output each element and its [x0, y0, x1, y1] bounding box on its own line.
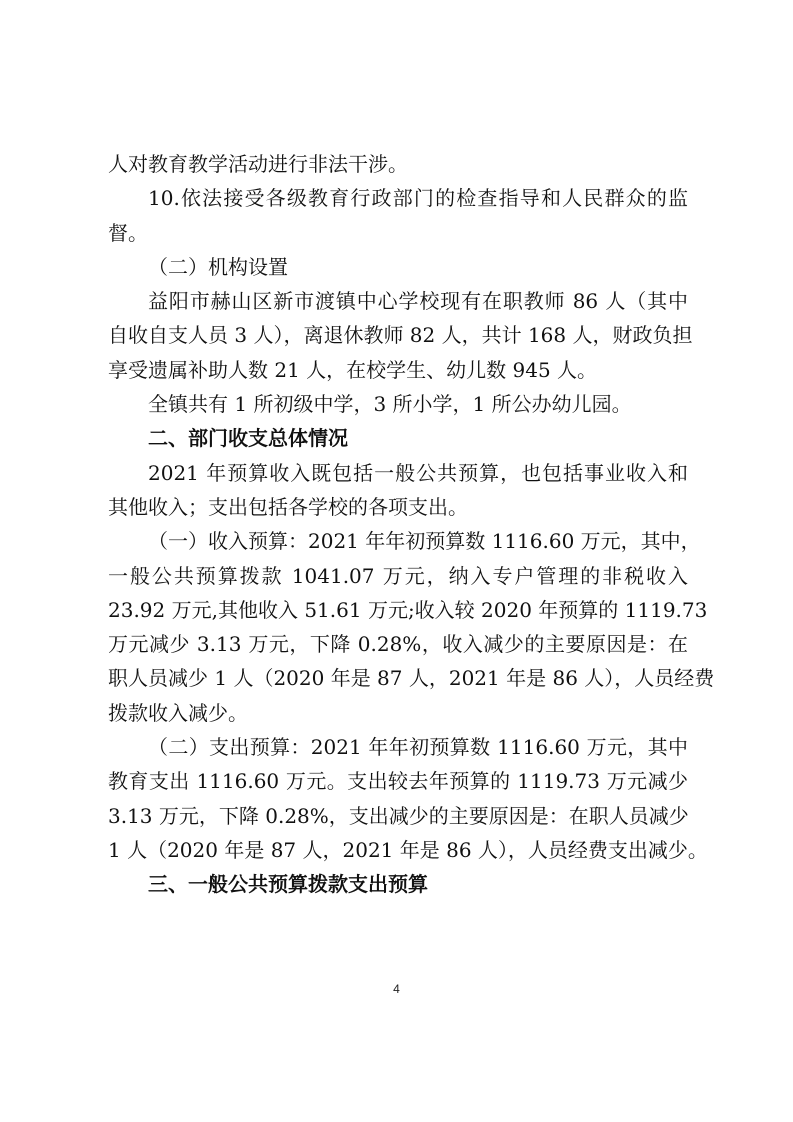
text-line: 10.依法接受各级教育行政部门的检查指导和人民群众的监	[148, 186, 688, 211]
text-line: 享受遗属补助人数 21 人，在校学生、幼儿数 945 人。	[108, 357, 598, 382]
text-line: 职人员减少 1 人（2020 年是 87 人，2021 年是 86 人），人员经费	[108, 666, 715, 691]
section-heading: 二、部门收支总体情况	[148, 426, 348, 451]
text-line: 1 人（2020 年是 87 人，2021 年是 86 人），人员经费支出减少。	[108, 837, 708, 862]
section-subheading: （二）机构设置	[148, 254, 288, 279]
text-line: 自收自支人员 3 人），离退休教师 82 人，共计 168 人，财政负担	[108, 323, 693, 348]
page-number: 4	[393, 982, 400, 996]
text-line: 益阳市赫山区新市渡镇中心学校现有在职教师 86 人（其中	[148, 289, 688, 314]
text-line: 23.92 万元,其他收入 51.61 万元;收入较 2020 年预算的 1119.73	[108, 597, 708, 622]
text-line: 教育支出 1116.60 万元。支出较去年预算的 1119.73 万元减少	[108, 769, 688, 794]
text-line: 全镇共有 1 所初级中学，3 所小学，1 所公办幼儿园。	[148, 392, 632, 417]
text-line: 2021 年预算收入既包括一般公共预算，也包括事业收入和	[148, 460, 688, 485]
text-line: 万元减少 3.13 万元，下降 0.28%，收入减少的主要原因是：在	[108, 632, 688, 657]
text-line: （二）支出预算：2021 年年初预算数 1116.60 万元，其中	[148, 735, 688, 760]
body-text	[108, 147, 715, 902]
text-line: （一）收入预算：2021 年年初预算数 1116.60 万元，其中，	[148, 529, 701, 554]
section-heading: 三、一般公共预算拨款支出预算	[148, 872, 428, 897]
text-line: 3.13 万元，下降 0.28%，支出减少的主要原因是：在职人员减少	[108, 803, 689, 828]
text-line: 人对教育教学活动进行非法干涉。	[108, 152, 408, 176]
text-line: 拨款收入减少。	[108, 700, 248, 725]
text-line: 一般公共预算拨款 1041.07 万元，纳入专户管理的非税收入	[108, 563, 688, 588]
text-line: 督。	[108, 220, 148, 245]
text-line: 其他收入；支出包括各学校的各项支出。	[108, 494, 468, 519]
